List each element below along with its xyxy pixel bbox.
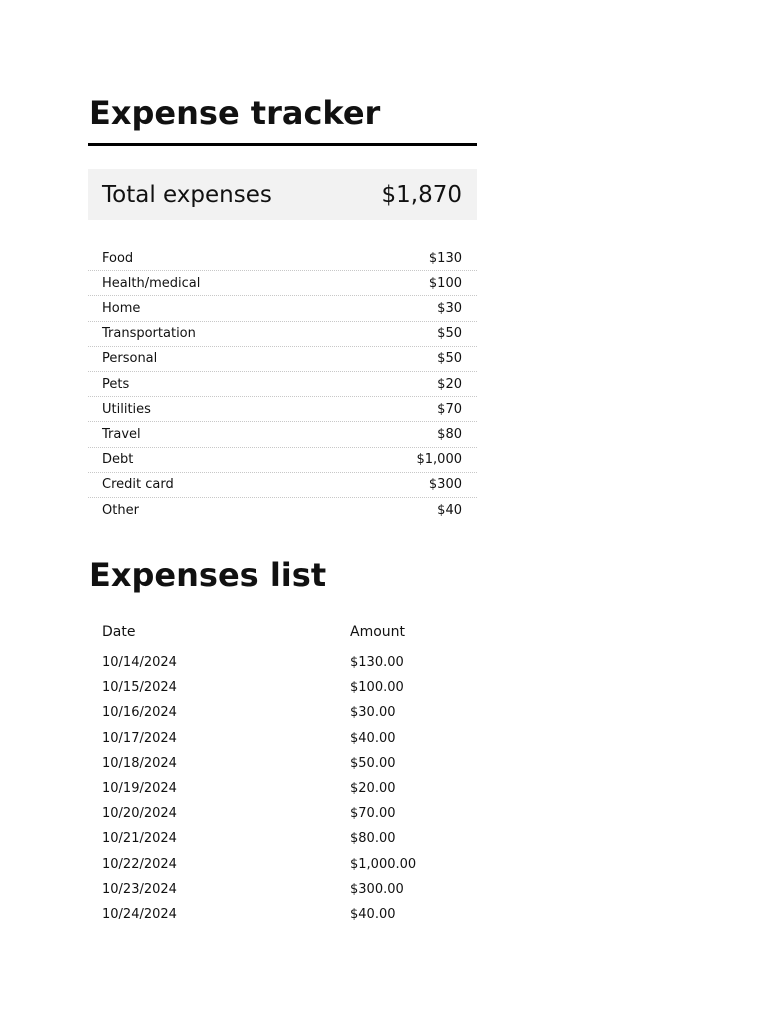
- expense-date: 10/22/2024: [102, 856, 177, 872]
- expense-amount: $1,000.00: [350, 856, 417, 872]
- expense-date: 10/18/2024: [102, 755, 177, 771]
- expenses-list-table: [102, 620, 462, 927]
- category-row: [88, 372, 477, 397]
- expense-date: 10/21/2024: [102, 831, 177, 847]
- total-expenses-summary: [88, 169, 477, 220]
- category-name: Other: [102, 502, 139, 518]
- expense-amount: $40.00: [350, 730, 396, 746]
- amount-column-header: Amount: [350, 624, 406, 640]
- category-amount: $40: [437, 502, 462, 518]
- expense-amount: $30.00: [350, 705, 396, 721]
- category-row: [88, 296, 477, 321]
- category-name: Home: [102, 300, 141, 316]
- total-expenses-label: Total expenses: [102, 181, 272, 208]
- table-row: [102, 801, 462, 826]
- category-amount: $80: [437, 426, 462, 442]
- expense-date: 10/17/2024: [102, 730, 177, 746]
- category-name: Debt: [102, 452, 134, 468]
- page-title: Expense tracker: [89, 94, 381, 132]
- expenses-list-title: Expenses list: [89, 556, 327, 594]
- expense-date: 10/20/2024: [102, 806, 177, 822]
- table-row: [102, 650, 462, 675]
- category-amount: $50: [437, 351, 462, 367]
- category-name: Food: [102, 250, 134, 266]
- category-row: [88, 246, 477, 271]
- category-name: Travel: [102, 426, 141, 442]
- table-row: [102, 726, 462, 751]
- category-amount: $30: [437, 300, 462, 316]
- category-name: Pets: [102, 376, 130, 392]
- expense-date: 10/15/2024: [102, 680, 177, 696]
- expense-amount: $300.00: [350, 881, 404, 897]
- table-row: [102, 675, 462, 700]
- category-amount: $300: [428, 477, 462, 493]
- category-amount: $130: [428, 250, 462, 266]
- category-breakdown: [88, 246, 477, 523]
- date-column-header: Date: [102, 624, 136, 640]
- category-row: [88, 422, 477, 447]
- expense-amount: $100.00: [350, 680, 404, 696]
- category-amount: $1,000: [416, 452, 462, 468]
- category-amount: $50: [437, 326, 462, 342]
- category-row: [88, 448, 477, 473]
- expense-date: 10/19/2024: [102, 781, 177, 797]
- total-expenses-value: $1,870: [381, 181, 462, 208]
- expense-date: 10/24/2024: [102, 906, 177, 922]
- category-amount: $70: [437, 401, 462, 417]
- expense-date: 10/16/2024: [102, 705, 177, 721]
- category-name: Utilities: [102, 401, 151, 417]
- category-name: Health/medical: [102, 275, 201, 291]
- expense-amount: $20.00: [350, 781, 396, 797]
- title-divider: [88, 143, 477, 146]
- category-row: [88, 498, 477, 523]
- table-row: [102, 902, 462, 927]
- category-amount: $100: [428, 275, 462, 291]
- table-row: [102, 826, 462, 851]
- expense-amount: $80.00: [350, 831, 396, 847]
- expense-amount: $130.00: [350, 655, 404, 671]
- expense-date: 10/23/2024: [102, 881, 177, 897]
- table-row: [102, 877, 462, 902]
- category-name: Personal: [102, 351, 158, 367]
- category-row: [88, 271, 477, 296]
- table-row: [102, 776, 462, 801]
- table-row: [102, 852, 462, 877]
- table-header-row: [102, 620, 462, 644]
- expense-amount: $70.00: [350, 806, 396, 822]
- expense-amount: $50.00: [350, 755, 396, 771]
- table-row: [102, 751, 462, 776]
- category-row: [88, 347, 477, 372]
- category-row: [88, 397, 477, 422]
- expense-amount: $40.00: [350, 906, 396, 922]
- category-name: Credit card: [102, 477, 174, 493]
- table-row: [102, 700, 462, 725]
- category-row: [88, 322, 477, 347]
- category-amount: $20: [437, 376, 462, 392]
- category-row: [88, 473, 477, 498]
- expense-date: 10/14/2024: [102, 655, 177, 671]
- category-name: Transportation: [102, 326, 196, 342]
